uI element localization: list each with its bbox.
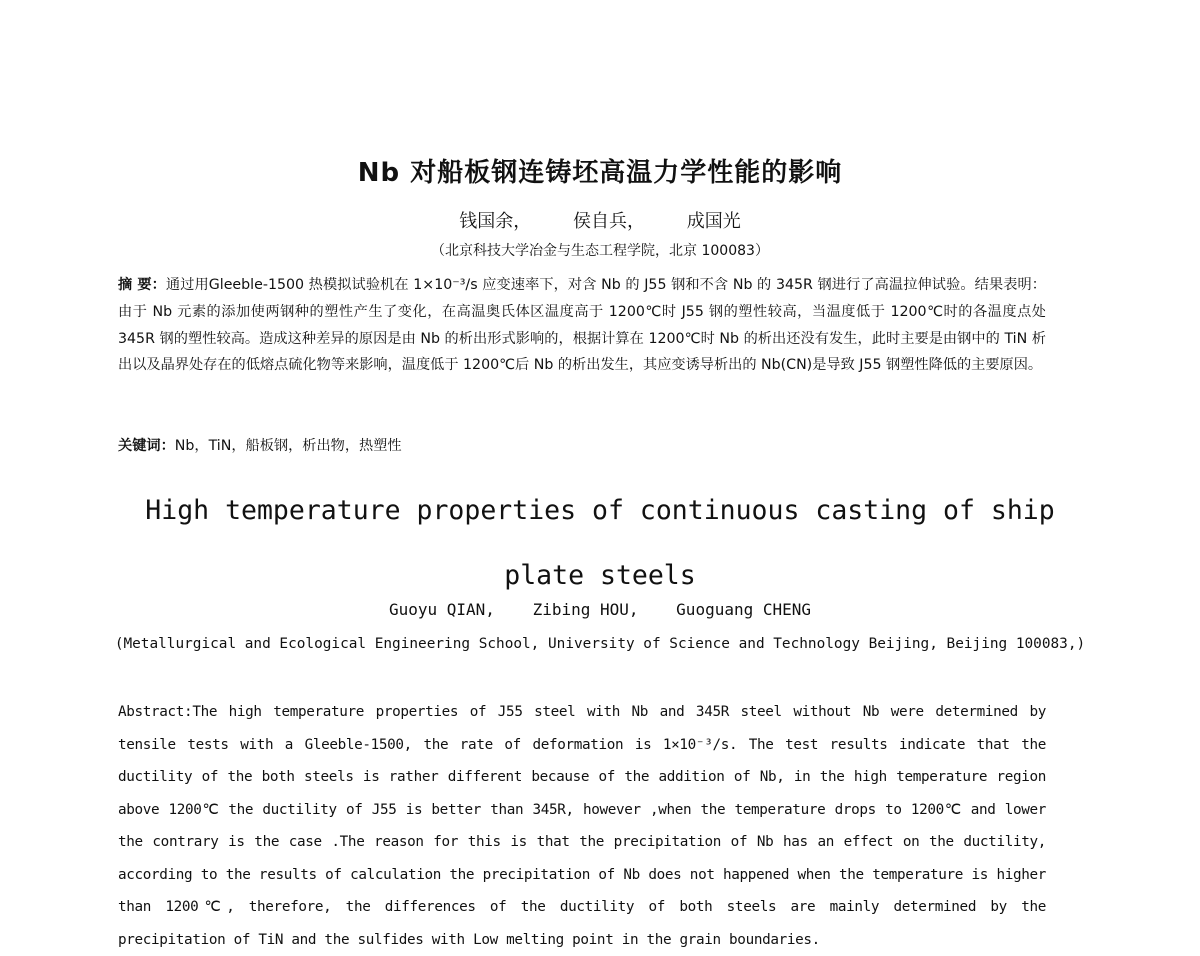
english-authors bbox=[0, 600, 1200, 619]
chinese-affiliation: （北京科技大学冶金与生态工程学院，北京 100083） bbox=[431, 243, 769, 259]
english-abstract: Abstract:The high temperature properties of J55 steel with Nb and 345R steel without Nb were determined by tensile tests with a Gleeble-1500, the rate of deformation is 1×10⁻³/s. The test results indicate that the ductility of the both steels is rather different because of the addition of Nb, in the high temperature region above 1200℃ the ductility of J55 is better than 345R, however ,when the temperature drops to 1200℃ and lower the contrary is the case .The reason for this is that the precipitation of Nb has an effect on the ductility, according to the results of calculation the precipitation of Nb does not happened when the temperature is higher than 1200℃, therefore, the differences of the ductility of both steels are mainly determined by the precipitation of TiN and the sulfides with Low melting point in the grain boundaries. bbox=[118, 704, 1046, 948]
author-en-1: Guoyu QIAN, bbox=[388, 600, 495, 619]
author-1: 钱国余， bbox=[459, 211, 532, 232]
chinese-abstract-label: 摘 要： bbox=[118, 277, 166, 293]
chinese-keywords bbox=[118, 433, 1046, 459]
chinese-title: Nb 对船板钢连铸坯高温力学性能的影响 bbox=[357, 158, 843, 188]
author-2: 侯自兵， bbox=[573, 211, 645, 232]
english-title: High temperature properties of continuous casting of ship plate steels bbox=[145, 495, 1055, 591]
chinese-abstract-text: 通过用Gleeble-1500 热模拟试验机在 1×10⁻³/s 应变速率下，对含 Nb 的 J55 钢和不含 Nb 的 345R 钢进行了高温拉伸试验。结果表明：由于 Nb 元素的添加使两钢种的塑性产生了变化，在高温奥氏体区温度高于 1200℃时 J55 钢的塑性较高，当温度低于 1200℃时的各温度点处 345R 钢的塑性较高。造成这种差异的原因是由 Nb 的析出形式影响的，根据计算在 1200℃时 Nb 的析出还没有发生，此时主要是由钢中的 TiN 析出以及晶界处存在的低熔点硫化物等来影响，温度低于 1200℃后 Nb 的析出发生，其应变诱导析出的 Nb(CN)是导致 J55 钢塑性降低的主要原因。 bbox=[118, 277, 1046, 374]
author-en-2: Zibing HOU, bbox=[532, 600, 639, 619]
chinese-authors bbox=[0, 207, 1200, 233]
english-affiliation: (Metallurgical and Ecological Engineering School, University of Science and Technology Beijing, Beijing 100083,) bbox=[114, 636, 1086, 652]
author-en-3: Guoguang CHENG bbox=[676, 600, 812, 619]
author-3: 成国光 bbox=[686, 211, 741, 232]
chinese-abstract bbox=[118, 272, 1046, 379]
chinese-keywords-text: Nb，TiN，船板钢，析出物，热塑性 bbox=[174, 438, 402, 454]
chinese-keywords-label: 关键词： bbox=[118, 438, 175, 454]
